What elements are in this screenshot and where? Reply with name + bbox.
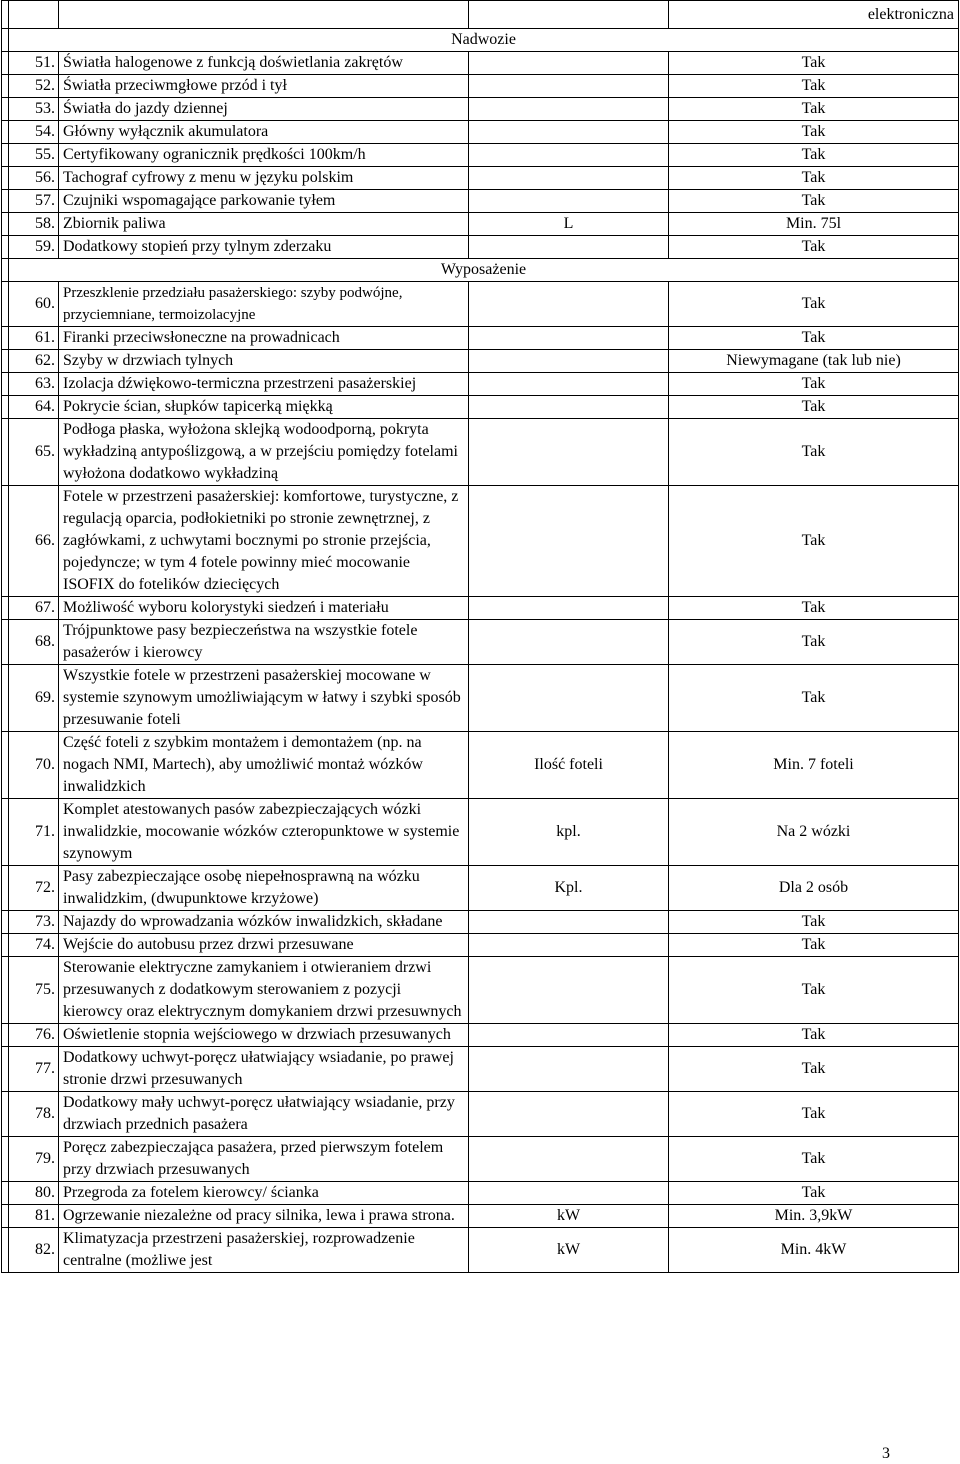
row-description: Czujniki wspomagające parkowanie tyłem bbox=[59, 190, 469, 213]
blank-cell bbox=[2, 1092, 9, 1137]
row-number: 76. bbox=[9, 1024, 59, 1047]
table-row bbox=[2, 799, 959, 866]
row-number: 69. bbox=[9, 665, 59, 732]
row-description: Wszystkie fotele w przestrzeni pasażerskiej mocowane w systemie szynowym umożliwiającym w łatwy i szybki sposób przesuwanie foteli bbox=[59, 665, 469, 732]
row-unit bbox=[469, 957, 669, 1024]
blank-cell bbox=[2, 396, 9, 419]
row-number: 72. bbox=[9, 866, 59, 911]
row-description: Dodatkowy stopień przy tylnym zderzaku bbox=[59, 236, 469, 259]
row-description: Poręcz zabezpieczająca pasażera, przed pierwszym fotelem przy drzwiach przesuwanych bbox=[59, 1137, 469, 1182]
blank-cell bbox=[2, 373, 9, 396]
row-description: Główny wyłącznik akumulatora bbox=[59, 121, 469, 144]
row-number: 71. bbox=[9, 799, 59, 866]
row-number: 70. bbox=[9, 732, 59, 799]
table-row bbox=[2, 144, 959, 167]
row-unit bbox=[469, 350, 669, 373]
row-description: Szyby w drzwiach tylnych bbox=[59, 350, 469, 373]
row-unit: Ilość foteli bbox=[469, 732, 669, 799]
row-number: 77. bbox=[9, 1047, 59, 1092]
row-description: Certyfikowany ogranicznik prędkości 100km/h bbox=[59, 144, 469, 167]
row-number: 52. bbox=[9, 75, 59, 98]
row-description: Podłoga płaska, wyłożona sklejką wodoodporną, pokryta wykładziną antypoślizgową, a w przejściu pomiędzy fotelami wyłożona dodatkowo wykładziną bbox=[59, 419, 469, 486]
row-value: Tak bbox=[669, 144, 959, 167]
row-unit: kpl. bbox=[469, 799, 669, 866]
row-description: Dodatkowy mały uchwyt-poręcz ułatwiający wsiadanie, przy drzwiach przednich pasażera bbox=[59, 1092, 469, 1137]
row-value: Tak bbox=[669, 327, 959, 350]
table-row bbox=[2, 98, 959, 121]
table-row bbox=[2, 620, 959, 665]
table-row bbox=[2, 1228, 959, 1273]
row-unit bbox=[469, 282, 669, 327]
row-value: Tak bbox=[669, 52, 959, 75]
row-value: Tak bbox=[669, 620, 959, 665]
row-number: 81. bbox=[9, 1205, 59, 1228]
row-unit bbox=[469, 121, 669, 144]
table-row bbox=[2, 236, 959, 259]
table-row bbox=[2, 934, 959, 957]
row-number: 65. bbox=[9, 419, 59, 486]
blank-cell bbox=[2, 799, 9, 866]
row-value: Tak bbox=[669, 1137, 959, 1182]
row-number: 67. bbox=[9, 597, 59, 620]
row-number: 63. bbox=[9, 373, 59, 396]
table-row bbox=[2, 732, 959, 799]
blank-cell bbox=[2, 1205, 9, 1228]
row-description: Komplet atestowanych pasów zabezpieczających wózki inwalidzkie, mocowanie wózków czteropunktowe w systemie szynowym bbox=[59, 799, 469, 866]
table-row bbox=[2, 1024, 959, 1047]
blank-cell bbox=[59, 1, 469, 29]
row-value: Tak bbox=[669, 121, 959, 144]
table-row bbox=[2, 1205, 959, 1228]
row-value: Tak bbox=[669, 396, 959, 419]
row-number: 66. bbox=[9, 486, 59, 597]
row-value: Min. 4kW bbox=[669, 1228, 959, 1273]
table-row bbox=[2, 1137, 959, 1182]
row-number: 58. bbox=[9, 213, 59, 236]
row-unit bbox=[469, 1137, 669, 1182]
row-unit bbox=[469, 597, 669, 620]
row-unit: kW bbox=[469, 1228, 669, 1273]
blank-cell bbox=[2, 144, 9, 167]
blank-cell bbox=[2, 1024, 9, 1047]
row-value: Tak bbox=[669, 911, 959, 934]
row-description: Przegroda za fotelem kierowcy/ ścianka bbox=[59, 1182, 469, 1205]
row-value: Tak bbox=[669, 1047, 959, 1092]
section-row bbox=[2, 29, 959, 52]
table-row bbox=[2, 52, 959, 75]
blank-cell bbox=[2, 934, 9, 957]
header-row bbox=[2, 1, 959, 29]
row-value: Tak bbox=[669, 486, 959, 597]
row-number: 51. bbox=[9, 52, 59, 75]
row-unit: L bbox=[469, 213, 669, 236]
row-value: Min. 7 foteli bbox=[669, 732, 959, 799]
blank-cell bbox=[2, 98, 9, 121]
blank-cell bbox=[2, 327, 9, 350]
row-number: 61. bbox=[9, 327, 59, 350]
row-description: Klimatyzacja przestrzeni pasażerskiej, rozprowadzenie centralne (możliwe jest bbox=[59, 1228, 469, 1273]
blank-cell bbox=[2, 236, 9, 259]
blank-cell bbox=[2, 732, 9, 799]
header-label: elektroniczna bbox=[669, 1, 959, 29]
row-unit bbox=[469, 396, 669, 419]
section-title: Wyposażenie bbox=[9, 259, 959, 282]
section-row bbox=[2, 259, 959, 282]
row-value: Tak bbox=[669, 236, 959, 259]
blank-cell bbox=[2, 866, 9, 911]
row-description: Fotele w przestrzeni pasażerskiej: komfortowe, turystyczne, z regulacją oparcia, podłokietniki po stronie zewnętrznej, z zagłówkami, z uchwytami bocznymi po stronie przejścia, pojedyncze; w tym 4 fotele powinny mieć mocowanie ISOFIX do fotelików dziecięcych bbox=[59, 486, 469, 597]
row-value: Tak bbox=[669, 597, 959, 620]
row-number: 78. bbox=[9, 1092, 59, 1137]
row-value: Tak bbox=[669, 1182, 959, 1205]
blank-cell bbox=[2, 190, 9, 213]
blank-cell bbox=[2, 259, 9, 282]
row-unit bbox=[469, 167, 669, 190]
row-description: Część foteli z szybkim montażem i demontażem (np. na nogach NMI, Martech), aby umożliwić montaż wózków inwalidzkich bbox=[59, 732, 469, 799]
row-description: Tachograf cyfrowy z menu w języku polskim bbox=[59, 167, 469, 190]
row-number: 75. bbox=[9, 957, 59, 1024]
row-number: 55. bbox=[9, 144, 59, 167]
blank-cell bbox=[2, 1137, 9, 1182]
table-row bbox=[2, 327, 959, 350]
row-value: Tak bbox=[669, 934, 959, 957]
blank-cell bbox=[2, 213, 9, 236]
blank-cell bbox=[2, 419, 9, 486]
blank-cell bbox=[2, 1182, 9, 1205]
blank-cell bbox=[2, 75, 9, 98]
row-unit bbox=[469, 144, 669, 167]
blank-cell bbox=[2, 350, 9, 373]
blank-cell bbox=[2, 282, 9, 327]
row-value: Tak bbox=[669, 373, 959, 396]
row-number: 54. bbox=[9, 121, 59, 144]
row-value: Tak bbox=[669, 957, 959, 1024]
blank-cell bbox=[2, 121, 9, 144]
row-unit bbox=[469, 373, 669, 396]
blank-cell bbox=[2, 911, 9, 934]
row-value: Niewymagane (tak lub nie) bbox=[669, 350, 959, 373]
row-unit bbox=[469, 1024, 669, 1047]
row-unit bbox=[469, 327, 669, 350]
spec-table bbox=[1, 0, 959, 1273]
row-description: Sterowanie elektryczne zamykaniem i otwieraniem drzwi przesuwanych z dodatkowym sterowaniem z pozycji kierowcy oraz elektrycznym domykaniem drzwi przesuwnych bbox=[59, 957, 469, 1024]
row-value: Tak bbox=[669, 190, 959, 213]
row-description: Pasy zabezpieczające osobę niepełnosprawną na wózku inwalidzkim, (dwupunktowe krzyżowe) bbox=[59, 866, 469, 911]
row-description: Wejście do autobusu przez drzwi przesuwane bbox=[59, 934, 469, 957]
blank-cell bbox=[2, 29, 9, 52]
table-row bbox=[2, 1092, 959, 1137]
row-description: Izolacja dźwiękowo-termiczna przestrzeni pasażerskiej bbox=[59, 373, 469, 396]
row-unit bbox=[469, 1092, 669, 1137]
table-row bbox=[2, 190, 959, 213]
row-description: Trójpunktowe pasy bezpieczeństwa na wszystkie fotele pasażerów i kierowcy bbox=[59, 620, 469, 665]
row-number: 53. bbox=[9, 98, 59, 121]
row-description: Dodatkowy uchwyt-poręcz ułatwiający wsiadanie, po prawej stronie drzwi przesuwanych bbox=[59, 1047, 469, 1092]
row-description: Przeszklenie przedziału pasażerskiego: szyby podwójne, przyciemniane, termoizolacyjne bbox=[59, 282, 469, 327]
table-row bbox=[2, 350, 959, 373]
row-unit bbox=[469, 620, 669, 665]
blank-cell bbox=[2, 1228, 9, 1273]
row-value: Tak bbox=[669, 1092, 959, 1137]
row-number: 80. bbox=[9, 1182, 59, 1205]
row-value: Tak bbox=[669, 98, 959, 121]
row-unit bbox=[469, 52, 669, 75]
row-unit bbox=[469, 934, 669, 957]
blank-cell bbox=[2, 1, 9, 29]
row-description: Światła przeciwmgłowe przód i tył bbox=[59, 75, 469, 98]
row-number: 82. bbox=[9, 1228, 59, 1273]
table-row bbox=[2, 957, 959, 1024]
row-unit bbox=[469, 1047, 669, 1092]
row-unit: kW bbox=[469, 1205, 669, 1228]
row-description: Oświetlenie stopnia wejściowego w drzwiach przesuwanych bbox=[59, 1024, 469, 1047]
blank-cell bbox=[2, 957, 9, 1024]
row-value: Min. 3,9kW bbox=[669, 1205, 959, 1228]
table-row bbox=[2, 75, 959, 98]
row-description: Zbiornik paliwa bbox=[59, 213, 469, 236]
table-row bbox=[2, 213, 959, 236]
row-number: 57. bbox=[9, 190, 59, 213]
row-value: Tak bbox=[669, 1024, 959, 1047]
row-unit bbox=[469, 486, 669, 597]
table-row bbox=[2, 419, 959, 486]
table-row bbox=[2, 866, 959, 911]
section-title: Nadwozie bbox=[9, 29, 959, 52]
row-value: Dla 2 osób bbox=[669, 866, 959, 911]
row-description: Światła do jazdy dziennej bbox=[59, 98, 469, 121]
row-value: Na 2 wózki bbox=[669, 799, 959, 866]
row-unit bbox=[469, 665, 669, 732]
row-value: Tak bbox=[669, 419, 959, 486]
row-value: Tak bbox=[669, 282, 959, 327]
table-row bbox=[2, 396, 959, 419]
row-value: Tak bbox=[669, 75, 959, 98]
row-unit bbox=[469, 911, 669, 934]
blank-cell bbox=[2, 620, 9, 665]
blank-cell bbox=[469, 1, 669, 29]
blank-cell bbox=[2, 1047, 9, 1092]
table-row bbox=[2, 911, 959, 934]
table-row bbox=[2, 597, 959, 620]
table-row bbox=[2, 1047, 959, 1092]
row-unit bbox=[469, 190, 669, 213]
row-unit bbox=[469, 98, 669, 121]
row-unit bbox=[469, 1182, 669, 1205]
row-description: Światła halogenowe z funkcją doświetlania zakrętów bbox=[59, 52, 469, 75]
row-number: 68. bbox=[9, 620, 59, 665]
blank-cell bbox=[2, 597, 9, 620]
table-row bbox=[2, 1182, 959, 1205]
row-number: 73. bbox=[9, 911, 59, 934]
row-number: 60. bbox=[9, 282, 59, 327]
table-row bbox=[2, 486, 959, 597]
row-number: 64. bbox=[9, 396, 59, 419]
row-description: Ogrzewanie niezależne od pracy silnika, lewa i prawa strona. bbox=[59, 1205, 469, 1228]
row-unit bbox=[469, 419, 669, 486]
table-row bbox=[2, 665, 959, 732]
row-unit: Kpl. bbox=[469, 866, 669, 911]
blank-cell bbox=[9, 1, 59, 29]
row-value: Min. 75l bbox=[669, 213, 959, 236]
blank-cell bbox=[2, 167, 9, 190]
table-row bbox=[2, 121, 959, 144]
table-row bbox=[2, 373, 959, 396]
row-number: 59. bbox=[9, 236, 59, 259]
row-unit bbox=[469, 75, 669, 98]
row-number: 62. bbox=[9, 350, 59, 373]
row-value: Tak bbox=[669, 167, 959, 190]
table-row bbox=[2, 282, 959, 327]
blank-cell bbox=[2, 486, 9, 597]
row-value: Tak bbox=[669, 665, 959, 732]
row-unit bbox=[469, 236, 669, 259]
row-description: Firanki przeciwsłoneczne na prowadnicach bbox=[59, 327, 469, 350]
row-description: Możliwość wyboru kolorystyki siedzeń i materiału bbox=[59, 597, 469, 620]
page-number: 3 bbox=[882, 1445, 890, 1462]
blank-cell bbox=[2, 52, 9, 75]
row-description: Pokrycie ścian, słupków tapicerką miękką bbox=[59, 396, 469, 419]
row-number: 56. bbox=[9, 167, 59, 190]
blank-cell bbox=[2, 665, 9, 732]
row-number: 74. bbox=[9, 934, 59, 957]
table-row bbox=[2, 167, 959, 190]
row-number: 79. bbox=[9, 1137, 59, 1182]
row-description: Najazdy do wprowadzania wózków inwalidzkich, składane bbox=[59, 911, 469, 934]
